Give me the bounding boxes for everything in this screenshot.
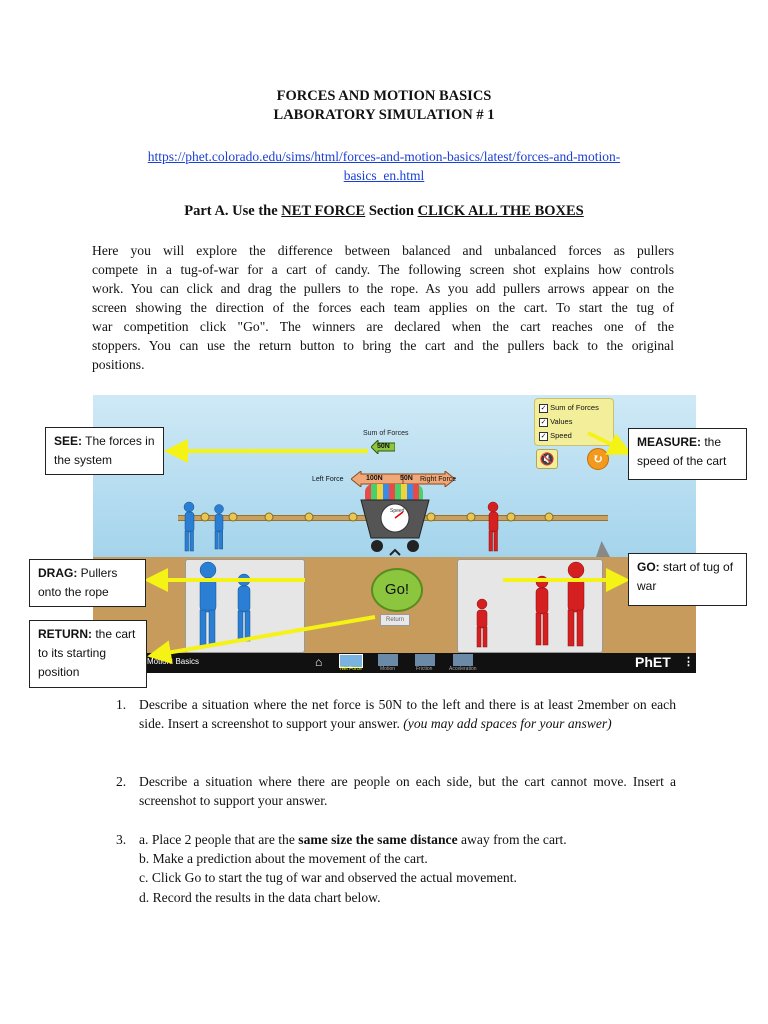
question-3c: c. Click Go to start the tug of war and observed the actual movement. (139, 870, 517, 886)
tab-friction[interactable]: Friction (416, 666, 433, 672)
checkbox-label: Values (550, 417, 573, 426)
return-arrow (155, 617, 375, 655)
intro-line: war competition click "Go". The winners are declared when the cart reaches one of the (92, 319, 674, 334)
intro-line: compete in a tug-of-war for a cart of candy. The following screen shot explains how controls (92, 262, 674, 277)
callout-drag-bold: DRAG: (38, 566, 78, 580)
doc-title: FORCES AND MOTION BASICS (276, 88, 492, 104)
checkbox-label: Sum of Forces (550, 403, 599, 412)
question-number: 1. (116, 697, 127, 712)
callout-return-bold: RETURN: (38, 627, 92, 641)
intro-line: stoppers. You can use the return button to bring the cart and the pullers back to the original (92, 338, 674, 353)
intro-line: screen showing the direction of the forces each team applies on the cart. To start the tug of (92, 300, 674, 315)
callout-see-bold: SEE: (54, 434, 83, 448)
checkbox-sum-of-forces[interactable]: ✓ Sum of Forces (540, 403, 599, 412)
part-a-prefix: Part A. Use the (184, 203, 282, 219)
callout-return-text: the cart to its starting position (38, 627, 136, 679)
phet-logo: PhET (635, 654, 671, 670)
question-number: 2. (116, 774, 127, 789)
callout-measure-bold: MEASURE: (637, 435, 702, 449)
intro-line: positions. (92, 357, 145, 372)
callout-return (29, 620, 147, 688)
sim-nav-title: Motion: Basics (147, 657, 200, 666)
intro-line: work. You can click and drag the pullers to the rope. As you add pullers arrows appear on the (92, 281, 674, 296)
callout-measure-text: the speed of the cart (637, 435, 727, 468)
callout-see-text: The forces in the system (54, 434, 155, 467)
mute-icon: 🔇 (539, 452, 555, 466)
callout-go (628, 553, 747, 606)
menu-icon[interactable]: ⋮ (683, 656, 694, 668)
question-2-text: Describe a situation where there are people on each side, but the cart cannot move. Insert a screenshot to support your answer. (139, 774, 676, 809)
sim-link-line2[interactable]: basics_en.html (343, 168, 425, 183)
part-a-click-all: CLICK ALL THE BOXES (417, 203, 584, 219)
question-3 (116, 830, 676, 907)
part-a-net-force: NET FORCE (281, 203, 366, 219)
callout-drag-text: Pullers onto the rope (38, 566, 118, 599)
measure-arrow (588, 433, 625, 451)
tab-acceleration[interactable]: Acceleration (449, 666, 477, 672)
intro-line: Here you will explore the difference between balanced and unbalanced forces as pullers (92, 243, 674, 258)
question-2 (116, 772, 676, 810)
left-force-value: 100N (366, 475, 383, 482)
checkbox-values[interactable]: ✓ Values (540, 417, 573, 426)
callout-drag (29, 559, 146, 607)
callout-measure (628, 428, 747, 480)
right-force-value: 50N (400, 475, 413, 482)
checkbox-speed[interactable]: ✓ Speed (540, 431, 572, 440)
part-a-mid: Section (365, 203, 418, 219)
doc-subtitle: LABORATORY SIMULATION # 1 (273, 107, 495, 123)
tab-net-force[interactable]: Net Force (340, 666, 362, 672)
home-icon[interactable]: ⌂ (315, 655, 323, 669)
question-3d: d. Record the results in the data chart below. (139, 889, 381, 905)
sum-value: 50N (377, 443, 390, 450)
sum-of-forces-label: Sum of Forces (363, 430, 409, 437)
callout-see (45, 427, 164, 475)
checkbox-label: Speed (550, 431, 572, 440)
question-1 (116, 695, 676, 733)
tab-motion[interactable]: Motion (380, 666, 396, 672)
go-button[interactable]: Go! (371, 568, 423, 612)
question-3b: b. Make a prediction about the movement of the cart. (139, 851, 428, 867)
left-force-label: Left Force (312, 476, 344, 483)
callout-go-text: start of tug of war (637, 560, 734, 593)
reset-icon: ↻ (592, 451, 604, 466)
sim-link-line1[interactable]: https://phet.colorado.edu/sims/html/forces-and-motion-basics/latest/forces-and-motion- (147, 149, 621, 164)
svg-text:Speed: Speed (390, 508, 405, 514)
question-1-note: (you may add spaces for your answer) (403, 716, 612, 732)
callout-go-bold: GO: (637, 560, 660, 574)
question-1-text: Describe a situation where the net force is 50N to the left and there is at least 2member on each side. Insert a screenshot to support your answer. (139, 697, 676, 732)
question-3a: a. Place 2 people that are the same size the same distance away from the cart. (139, 832, 567, 847)
return-button[interactable]: Return (380, 614, 410, 626)
question-number: 3. (116, 832, 127, 847)
right-force-label: Right Force (420, 476, 457, 483)
